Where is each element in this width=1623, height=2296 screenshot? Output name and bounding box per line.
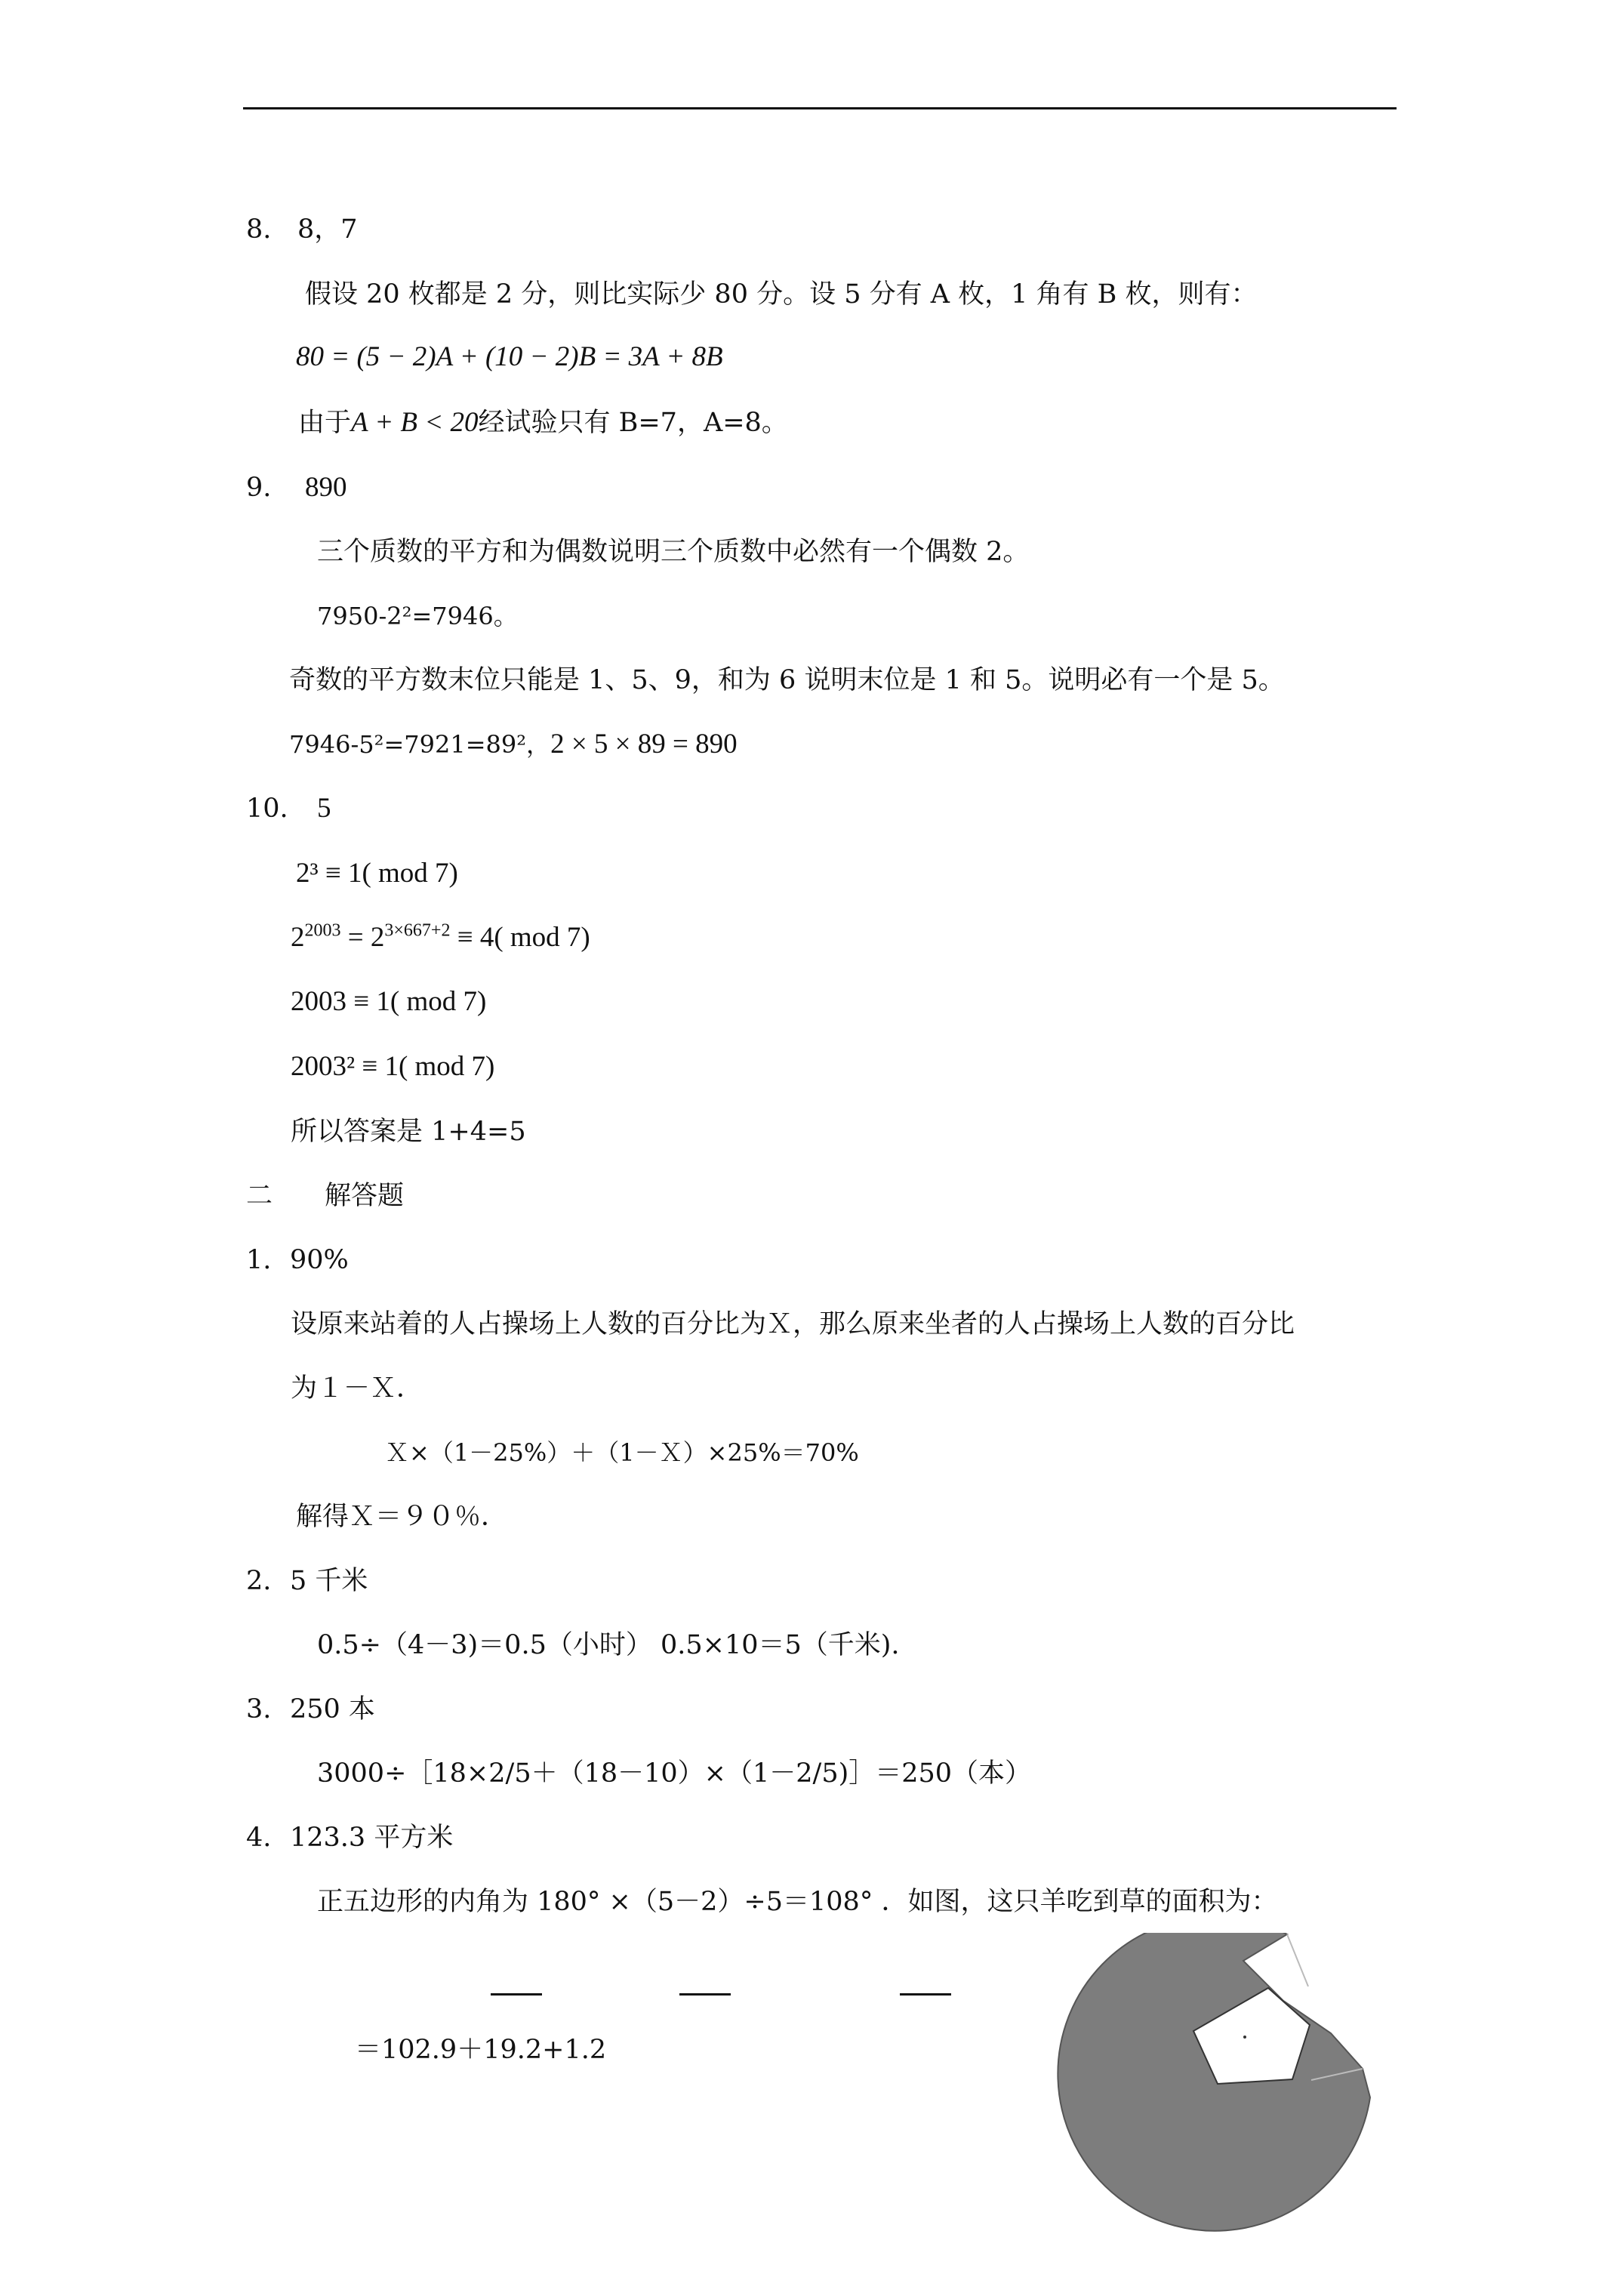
p1-number: 1. [246,1245,272,1275]
p3-line1: 3000÷［18×2/5＋（18－10）×（1－2/5)］＝250（本） [317,1758,1032,1789]
q9-line4-product: 2 × 5 × 89 = 890 [550,729,738,760]
fraction-bar-2 [679,1993,731,1996]
q10-eq2 [291,920,590,955]
fraction-bar-1 [491,1993,542,1996]
q10-eq2-exp: 2003 [304,920,341,941]
p4-line1: 正五边形的内角为 180° ×（5－2）÷5＝108° ．如图，这只羊吃到草的面积为： [317,1887,1278,1917]
p3-number: 3. [246,1694,272,1724]
p1-line2: 为１－Ｘ． [291,1373,423,1404]
q10-eq1: 2³ ≡ 1( mod 7) [296,858,458,889]
fraction-bar-3 [900,1993,951,1996]
q10-answer: 5 [317,793,331,824]
header-rule [243,107,1397,109]
p1-answer: 90% [290,1245,349,1275]
p3-answer: 250 本 [290,1694,375,1724]
pentagon-sheep-grazing-diagram [1053,1933,1378,2250]
p1-result: 解得Ｘ＝９０％． [296,1502,508,1532]
q8-inequality: A + B < 20 [351,407,479,438]
p1-line1: 设原来站着的人占操场上人数的百分比为Ｘ，那么原来坐者的人占操场上人数的百分比 [291,1309,1295,1339]
p4-line2: ＝102.9＋19.2+1.2 [355,2035,607,2065]
pentagon-center-dot [1243,2036,1246,2039]
p2-number: 2. [246,1566,272,1596]
p2-answer: 5 千米 [290,1566,368,1596]
q9-number: 9. [246,473,272,503]
p2-line1: 0.5÷（4－3)＝0.5（小时） 0.5×10＝5（千米). [317,1630,900,1660]
q10-eq2-base: 2 [291,922,305,953]
q8-answer: 8，7 [297,214,358,245]
q8-number: 8. [246,214,272,245]
p4-answer: 123.3 平方米 [290,1823,454,1853]
q10-conclusion: 所以答案是 1+4=5 [291,1117,526,1147]
q10-eq4: 2003² ≡ 1( mod 7) [291,1051,495,1082]
q9-line3: 奇数的平方数末位只能是 1、5、9，和为 6 说明末位是 1 和 5。说明必有一个是 5。 [289,665,1285,695]
grazing-area [1058,1933,1370,2231]
q9-line4 [289,727,738,762]
q10-eq2-end: ≡ 4( mod 7) [450,922,590,953]
q9-line1: 三个质数的平方和为偶数说明三个质数中必然有一个偶数 2。 [317,537,1030,567]
q10-eq3: 2003 ≡ 1( mod 7) [291,986,487,1017]
q8-equation: 80 = (5 − 2)A + (10 − 2)B = 3A + 8B [296,341,723,372]
main-sector-edge [1287,1934,1308,1986]
q9-answer: 890 [305,472,347,503]
q8-conclusion [298,405,788,440]
p1-equation: Ｘ×（1－25%）＋（1－Ｘ）×25%＝70% [385,1438,859,1467]
q8-conclusion-prefix: 由于 [298,408,352,438]
q10-eq2-exp2: 3×667+2 [384,920,451,941]
q8-explanation: 假设 20 枚都是 2 分，则比实际少 80 分。设 5 分有 A 枚，1 角有 B 枚，则有： [305,279,1258,310]
q8-conclusion-suffix: 经试验只有 B=7，A=8。 [478,408,788,438]
q10-number: 10. [246,794,288,824]
p4-number: 4. [246,1823,272,1853]
q9-line2: 7950-2²=7946。 [317,602,518,630]
q9-line4-text: 7946-5²=7921=89²， [289,730,551,759]
section2-number: 二 [246,1181,273,1211]
q10-eq2-mid: = 2 [340,922,385,953]
section2-title: 解答题 [325,1181,405,1211]
